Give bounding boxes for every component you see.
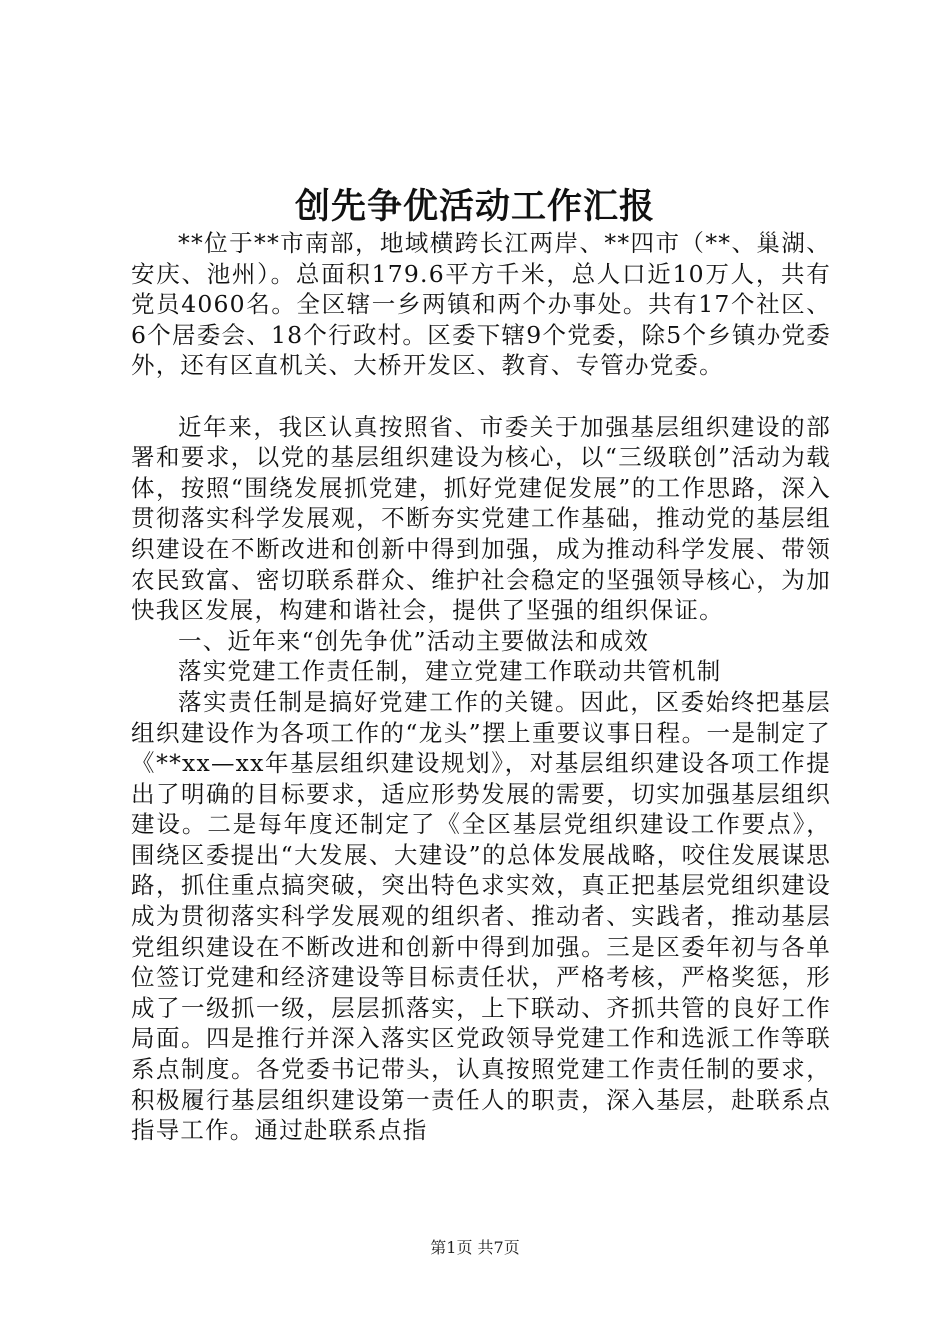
paragraph-recent-years: 近年来，我区认真按照省、市委关于加强基层组织建设的部署和要求，以党的基层组织建设为核心，以“三级联创”活动为载体，按照“围绕发展抓党建，抓好党建促发展”的工作思路，深入贯彻落实科学发展观，不断夯实党建工作基础，推动党的基层组织建设在不断改进和创新中得到加强，成为推动科学发展、带领农民致富、密切联系群众、维护社会稳定的坚强领导核心，为加快我区发展，构建和谐社会，提供了坚强的组织保证。: [131, 412, 831, 625]
page-number: 第1页 共7页: [430, 1238, 520, 1257]
paragraph-spacer: [131, 381, 831, 412]
subsection-heading: 落实党建工作责任制，建立党建工作联动共管机制: [178, 657, 722, 686]
section-heading-1: 一、近年来“创先争优”活动主要做法和成效: [178, 626, 650, 655]
paragraph-responsibility: 落实责任制是搞好党建工作的关键。因此，区委始终把基层组织建设作为各项工作的“龙头”摆上重要议事日程。一是制定了《**xx—xx年基层组织建设规划》，对基层组织建设各项工作提出了明确的目标要求，适应形势发展的需要，切实加强基层组织建设。二是每年度还制定了《全区基层党组织建设工作要点》，围绕区委提出“大发展、大建设”的总体发展战略，咬住发展谋思路，抓住重点搞突破，突出特色求实效，真正把基层党组织建设成为贯彻落实科学发展观的组织者、推动者、实践者，推动基层党组织建设在不断改进和创新中得到加强。三是区委年初与各单位签订党建和经济建设等目标责任状，严格考核，严格奖惩，形成了一级抓一级，层层抓落实，上下联动、齐抓共管的良好工作局面。四是推行并深入落实区党政领导党建工作和选派工作等联系点制度。各党委书记带头，认真按照党建工作责任制的要求，积极履行基层组织建设第一责任人的职责，深入基层，赴联系点指导工作。通过赴联系点指: [131, 687, 831, 1145]
paragraph-overview: **位于**市南部，地域横跨长江两岸、**四市（**、巢湖、安庆、池州）。总面积179.6平方千米，总人口近10万人，共有党员4060名。全区辖一乡两镇和两个办事处。共有17个社区、6个居委会、18个行政村。区委下辖9个党委，除5个乡镇办党委外，还有区直机关、大桥开发区、教育、专管办党委。: [131, 229, 831, 380]
document-title: 创先争优活动工作汇报: [294, 186, 655, 227]
document-body: [131, 228, 831, 1146]
